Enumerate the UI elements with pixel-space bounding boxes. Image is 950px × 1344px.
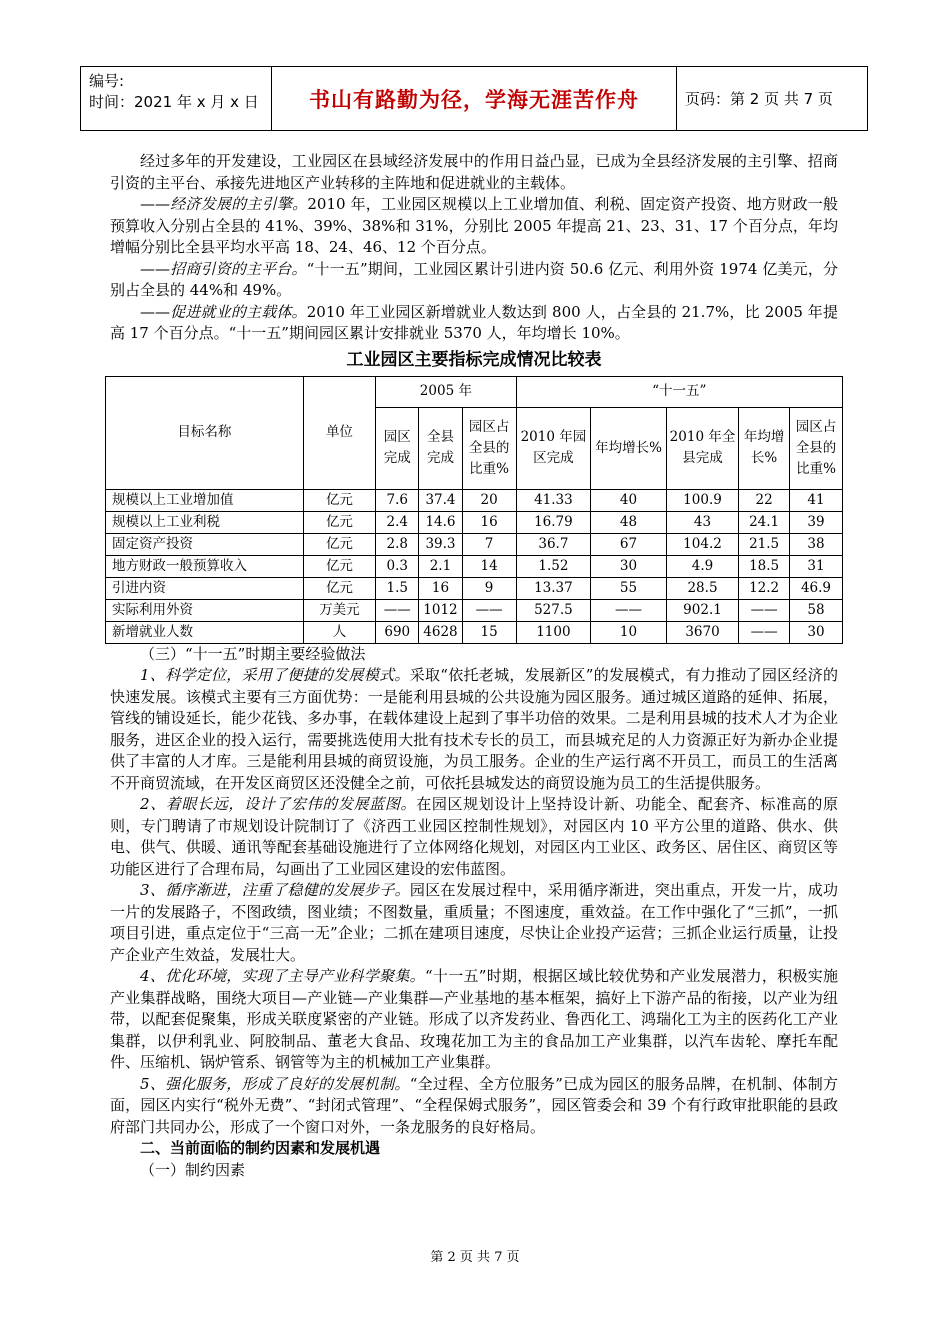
point-text: 2010 年，工业园区规模以上工业增加值、利税、固定资产投资、地方财政一般预算收入分别占全县的 41%、39%、38%和 31%，分别比 2005 年提高 21、23、31、17 个百分点，年均增幅分别比全县平均水平高 18、24、46、12 个百分点。 xyxy=(110,195,838,256)
table-cell: 12.2 xyxy=(739,577,790,599)
table-cell: 亿元 xyxy=(303,533,375,555)
row-name-cell: 规模以上工业增加值 xyxy=(106,489,304,511)
header-motto: 书山有路勤为径，学海无涯苦作舟 xyxy=(272,67,677,130)
row-name-cell: 地方财政一般预算收入 xyxy=(106,555,304,577)
col-header-115: “十一五” xyxy=(516,376,842,407)
table-cell: 1100 xyxy=(516,621,591,643)
experience-paragraph xyxy=(110,880,838,966)
table-cell: 36.7 xyxy=(516,533,591,555)
section-2-title: 二、当前面临的制约因素和发展机遇 xyxy=(140,1139,381,1157)
table-cell: 2.8 xyxy=(376,533,419,555)
table-row xyxy=(106,577,843,599)
table-row xyxy=(106,533,843,555)
table-cell: 100.9 xyxy=(666,489,738,511)
experience-paragraph xyxy=(110,665,838,794)
experience-text: “全过程、全方位服务”已成为园区的服务品牌，在机制、体制方面，园区内实行“税外无费”、“封闭式管理”、“全程保姆式服务”，园区管委会和 39 个有行政审批职能的县政府部门共同办公，形成了一个窗口对外，一条龙服务的良好格局。 xyxy=(110,1074,839,1136)
table-cell: —— xyxy=(739,599,790,621)
table-cell: 37.4 xyxy=(419,489,462,511)
col-header-unit: 单位 xyxy=(303,376,375,489)
table-cell: 55 xyxy=(591,577,667,599)
experience-text: “十一五”时期，根据区域比较优势和产业发展潜力，积极实施产业集群战略，围绕大项目—产业链—产业集群—产业基地的基本框架，搞好上下游产品的衔接，以产业为纽带，以配套促聚集，形成关联度紧密的产业链。形成了以齐发药业、鲁西化工、鸿瑞化工为主的医药化工产业集群，以伊利乳业、阿胶制品、董老大食品、玫瑰花加工为主的食品加工产业集群，以汽车齿轮、摩托车配件、压缩机、锅炉管系、钢管等为主的机械加工产业集群。 xyxy=(110,967,839,1071)
page-footer: 第 2 页 共 7 页 xyxy=(430,1250,520,1265)
table-cell: —— xyxy=(462,599,516,621)
point-lead: ——经济发展的主引擎。 xyxy=(140,195,308,213)
table-cell: 40 xyxy=(591,489,667,511)
indicator-table xyxy=(105,376,843,644)
table-cell: 万美元 xyxy=(303,599,375,621)
table-cell: 9 xyxy=(462,577,516,599)
point-paragraph xyxy=(110,259,838,302)
section-3-title: （三）“十一五”时期主要经验做法 xyxy=(140,644,366,663)
table-cell: 690 xyxy=(376,621,419,643)
table-row xyxy=(106,489,843,511)
table-cell: —— xyxy=(739,621,790,643)
table-cell: 20 xyxy=(462,489,516,511)
table-cell: 18.5 xyxy=(739,555,790,577)
page-header xyxy=(80,66,868,131)
code-label: 编号: xyxy=(89,72,125,90)
sub-header: 年均增长% xyxy=(591,407,667,489)
table-cell: 7 xyxy=(462,533,516,555)
table-cell: 38 xyxy=(789,533,842,555)
sub-header: 园区完成 xyxy=(376,407,419,489)
table-cell: 67 xyxy=(591,533,667,555)
table-cell: 7.6 xyxy=(376,489,419,511)
table-cell: 30 xyxy=(789,621,842,643)
table-cell: 30 xyxy=(591,555,667,577)
header-page-info: 页码：第 2 页 共 7 页 xyxy=(685,90,833,108)
table-cell: 2.4 xyxy=(376,511,419,533)
experience-lead: 2、着眼长远，设计了宏伟的发展蓝图。 xyxy=(140,795,417,813)
table-cell: 人 xyxy=(303,621,375,643)
table-cell: —— xyxy=(376,599,419,621)
table-row xyxy=(106,599,843,621)
row-name-cell: 新增就业人数 xyxy=(106,621,304,643)
experience-paragraph xyxy=(110,1074,838,1139)
table-cell: 41 xyxy=(789,489,842,511)
date-label: 时间：2021 年 x 月 x 日 xyxy=(89,93,259,111)
table-cell: 48 xyxy=(591,511,667,533)
table-cell: 1.5 xyxy=(376,577,419,599)
table-cell: 亿元 xyxy=(303,511,375,533)
table-cell: 41.33 xyxy=(516,489,591,511)
table-cell: 亿元 xyxy=(303,489,375,511)
point-paragraph xyxy=(110,302,838,345)
intro-paragraph: 经过多年的开发建设，工业园区在县域经济发展中的作用日益凸显，已成为全县经济发展的主引擎、招商引资的主平台、承接先进地区产业转移的主阵地和促进就业的主载体。 xyxy=(110,152,838,192)
table-cell: 43 xyxy=(666,511,738,533)
table-body xyxy=(106,489,843,643)
point-text: “十一五”期间，工业园区累计引进内资 50.6 亿元、利用外资 1974 亿美元，分别占全县的 44%和 49%。 xyxy=(110,259,838,299)
experience-paragraph xyxy=(110,794,838,880)
table-cell: 16 xyxy=(462,511,516,533)
header-left-cell xyxy=(81,67,272,130)
table-cell: 2.1 xyxy=(419,555,462,577)
table-cell: 15 xyxy=(462,621,516,643)
table-cell: 28.5 xyxy=(666,577,738,599)
col-header-name: 目标名称 xyxy=(106,376,304,489)
sub-header: 园区占全县的比重% xyxy=(789,407,842,489)
table-cell: 58 xyxy=(789,599,842,621)
table-cell: 902.1 xyxy=(666,599,738,621)
table-cell: 22 xyxy=(739,489,790,511)
table-cell: 16.79 xyxy=(516,511,591,533)
table-cell: 39.3 xyxy=(419,533,462,555)
point-lead: ——促进就业的主载体。 xyxy=(140,302,307,321)
experience-lead: 3、循序渐进，注重了稳健的发展步子。 xyxy=(140,881,410,899)
table-cell: 31 xyxy=(789,555,842,577)
point-lead: ——招商引资的主平台。 xyxy=(140,259,307,278)
table-cell: 1.52 xyxy=(516,555,591,577)
table-row xyxy=(106,511,843,533)
experience-paragraph xyxy=(110,966,838,1074)
table-cell: 亿元 xyxy=(303,577,375,599)
table-cell: —— xyxy=(591,599,667,621)
table-cell: 1012 xyxy=(419,599,462,621)
table-cell: 104.2 xyxy=(666,533,738,555)
table-title: 工业园区主要指标完成情况比较表 xyxy=(346,349,602,370)
table-cell: 21.5 xyxy=(739,533,790,555)
sub-header: 年均增长% xyxy=(739,407,790,489)
row-name-cell: 实际利用外资 xyxy=(106,599,304,621)
table-row xyxy=(106,555,843,577)
table-cell: 10 xyxy=(591,621,667,643)
row-name-cell: 固定资产投资 xyxy=(106,533,304,555)
table-cell: 14 xyxy=(462,555,516,577)
sub-header: 园区占全县的比重% xyxy=(462,407,516,489)
table-row xyxy=(106,621,843,643)
col-header-2005: 2005 年 xyxy=(376,376,516,407)
table-cell: 4628 xyxy=(419,621,462,643)
row-name-cell: 规模以上工业利税 xyxy=(106,511,304,533)
table-cell: 46.9 xyxy=(789,577,842,599)
table-cell: 亿元 xyxy=(303,555,375,577)
table-cell: 4.9 xyxy=(666,555,738,577)
sub-header: 2010 年全县完成 xyxy=(666,407,738,489)
table-cell: 14.6 xyxy=(419,511,462,533)
table-cell: 3670 xyxy=(666,621,738,643)
subsection-1-title: （一）制约因素 xyxy=(140,1160,246,1179)
experience-lead: 4、优化环境，实现了主导产业科学聚集。 xyxy=(140,967,425,985)
table-cell: 24.1 xyxy=(739,511,790,533)
table-cell: 13.37 xyxy=(516,577,591,599)
table-cell: 16 xyxy=(419,577,462,599)
experience-lead: 1、科学定位，采用了便捷的发展模式。 xyxy=(140,666,410,684)
table-cell: 0.3 xyxy=(376,555,419,577)
experience-text: 园区在发展过程中，采用循序渐进，突出重点，开发一片，成功一片的发展路子，不图政绩，图业绩；不图数量，重质量；不图速度，重效益。在工作中强化了“三抓”，一抓项目引进，重点定位于“三高一无”企业；二抓在建项目速度，尽快让企业投产运营；三抓企业运行质量，让投产企业产生效益，发展壮大。 xyxy=(110,881,838,964)
document-body xyxy=(110,151,838,1181)
experience-text: 在园区规划设计上坚持设计新、功能全、配套齐、标准高的原则，专门聘请了市规划设计院制订了《济西工业园区控制性规划》，对园区内 10 平方公里的道路、供水、供电、供气、供暖、通讯等配套基础设施进行了立体网络化规划，对园区内工业区、政务区、居住区、商贸区等功能区进行了合理布局，勾画出了工业园区建设的宏伟蓝图。 xyxy=(110,795,838,878)
table-cell: 39 xyxy=(789,511,842,533)
point-paragraph xyxy=(110,194,838,259)
row-name-cell: 引进内资 xyxy=(106,577,304,599)
experience-text: 采取“依托老城，发展新区”的发展模式，有力推动了园区经济的快速发展。该模式主要有三方面优势：一是能利用县城的公共设施为园区服务。通过城区道路的延伸、拓展，管线的铺设延长，能少花钱、多办事，在载体建设上起到了事半功倍的效果。二是利用县城的技术人才为企业服务，进区企业的投入运行，需要挑选使用大批有技术专长的员工，而县城充足的人力资源正好为新办企业提供了丰富的人才库。三是能利用县城的商贸设施，为员工服务。企业的生产运行离不开员工，而员工的生活离不开商贸流域，在开发区商贸区还没健全之前，可依托县城发达的商贸设施为员工的生活提供服务。 xyxy=(110,666,839,792)
sub-header: 全县完成 xyxy=(419,407,462,489)
sub-header: 2010 年园区完成 xyxy=(516,407,591,489)
point-text: 2010 年工业园区新增就业人数达到 800 人，占全县的 21.7%，比 2005 年提高 17 个百分点。“十一五”期间园区累计安排就业 5370 人，年均增长 10%。 xyxy=(110,302,838,342)
table-cell: 527.5 xyxy=(516,599,591,621)
experience-lead: 5、强化服务，形成了良好的发展机制。 xyxy=(140,1074,410,1093)
